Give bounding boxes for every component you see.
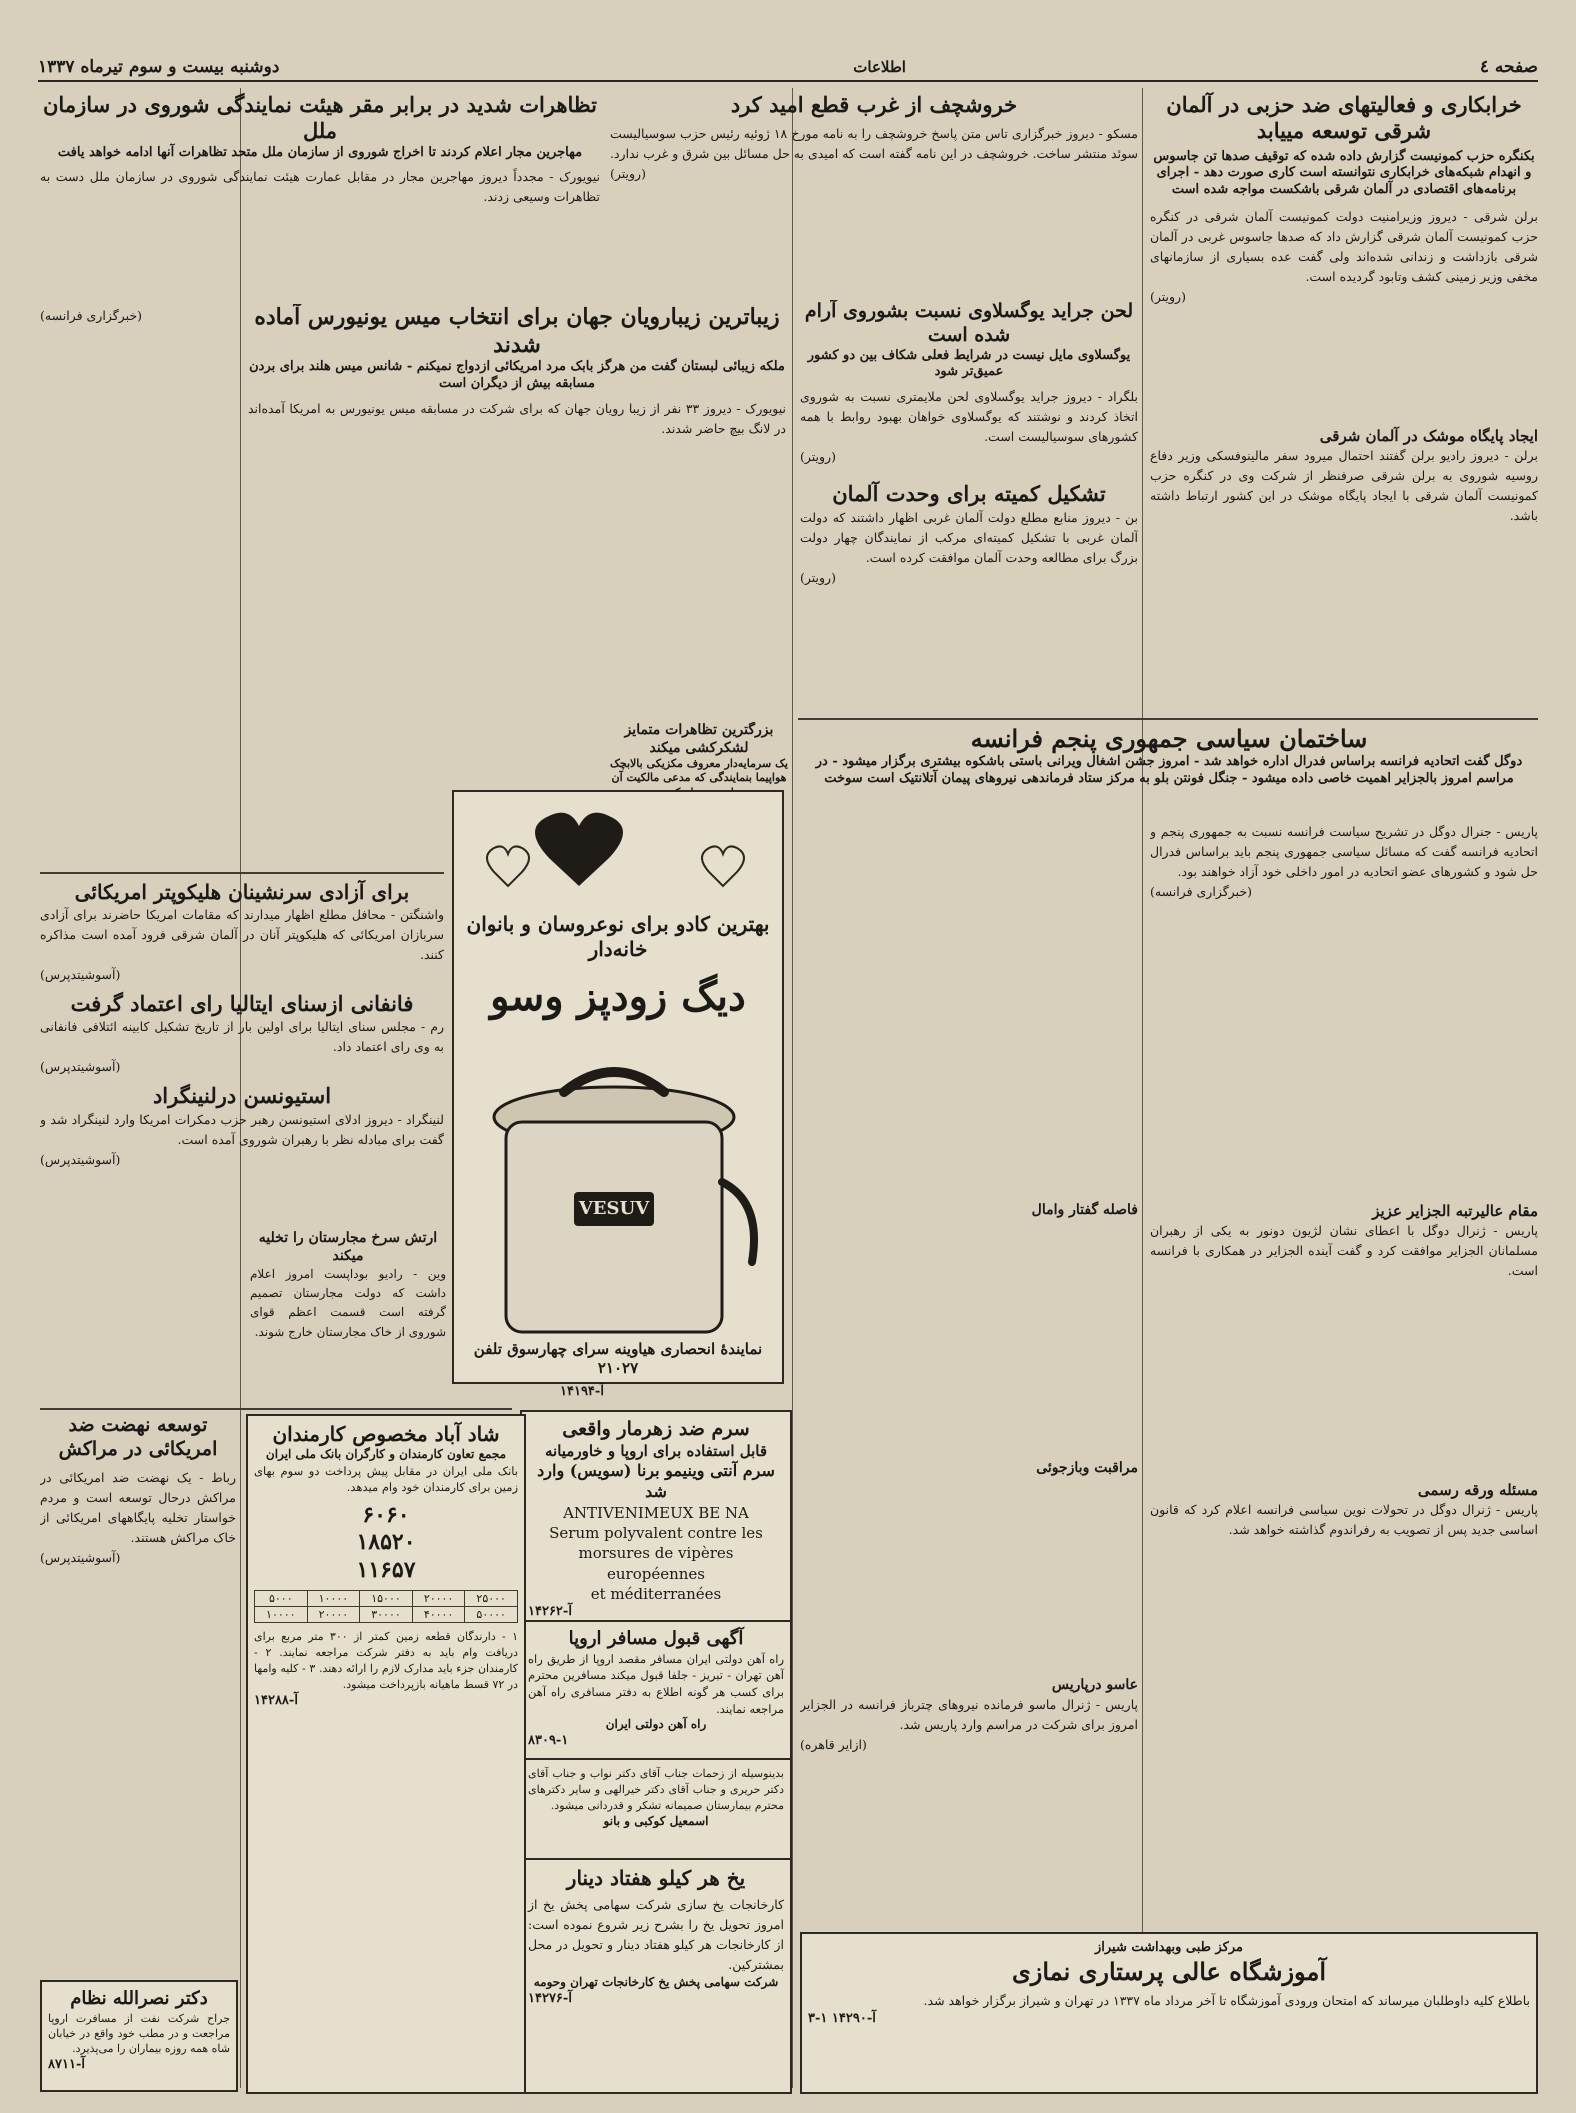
article-miss-universe	[248, 304, 786, 714]
column-left	[40, 306, 236, 866]
article-french-republic-body: پاریس - جنرال دوگل در تشریح سیاست فرانسه نسبت به جمهوری پنجم و اتحادیه فرانسه گفت که مسائل سیاسی جمهوری پنجم باید براساس فدرال حل شود و کشورهای عضو اتحادیه در امور داخلی خود آزاد خواهند بود.	[1150, 824, 1538, 879]
article-missile-base: برلن - دیروز رادیو برلن گفتند احتمال میرود سفر مالینوفسکی وزیر دفاع روسیه شوروی به برلن شرقی صرفنظر از شرکت وی در کنگره حزب کمونیست آلمان شرقی با ایجاد پایگاه موشک در این کشور ارتباط داشته باشد.	[1150, 447, 1538, 523]
table-cell: ۳۰۰۰۰	[360, 1607, 413, 1623]
column-rule	[1142, 88, 1143, 2088]
table-cell: ۲۰۰۰۰	[307, 1607, 360, 1623]
headline-fanfani: فانفانی ازسنای ایتالیا رای اعتماد گرفت	[70, 991, 414, 1016]
table-cell: ۱۵۰۰۰	[360, 1591, 413, 1607]
ad-nursing-school-text: باطلاع کلیه داوطلبان میرساند که امتحان ورودی آموزشگاه تا آخر مرداد ماه ۱۳۳۷ در تهران و شیراز برگزار خواهد شد.	[923, 1992, 1530, 2008]
headline-east-germany: خرابکاری و فعالیتهای ضد حزبی در آلمان شرقی توسعه مییابد	[1166, 92, 1522, 144]
column-left-stories	[40, 880, 444, 1500]
section-rule	[798, 718, 1538, 720]
ad-rail-text: راه آهن دولتی ایران مسافر مقصد اروپا از طریق راه آهن تهران - تبریز - جلفا قبول میکند مسافرین محترم برای کسب هر گونه اطلاع به دفتر مسافری راه آهن مراجعه نمایند.	[528, 1651, 784, 1716]
table-cell: ۲۰۰۰۰	[412, 1591, 465, 1607]
headline-surveillance: مراقبت وبازجوئی	[1036, 1459, 1138, 1476]
column-right-lower	[1150, 822, 1538, 2082]
article-massu-paris: پاریس - ژنرال ماسو فرمانده نیروهای چترباز فرانسه در الجزایر امروز برای شرکت در مراسم وارد پاریس شد.	[800, 1696, 1138, 1732]
article-source: (آسوشیتدپرس)	[40, 1059, 121, 1075]
subhead-yugoslavia: یوگسلاوی مایل نیست در شرایط فعلی شکاف بین دو کشور عمیق‌تر شود	[807, 347, 1131, 380]
ad-antivenom-line3: سرم آنتی وینیمو برنا (سویس) وارد شد	[537, 1461, 775, 1502]
ad-antivenom-title: سرم ضد زهرمار واقعی	[562, 1418, 750, 1440]
section-rule	[40, 1408, 512, 1410]
subhead-un-demonstrations: مهاجرین مجار اعلام کردند تا اخراج شوروی از سازمان ملل متحد تظاهرات آنها ادامه خواهد یافت	[57, 144, 583, 160]
issue-date: دوشنبه بیست و سوم تیرماه ۱۳۳۷	[38, 57, 280, 77]
ad-cooker-brand: VESUV	[578, 1198, 650, 1219]
ad-shadabad-table	[254, 1590, 518, 1623]
ad-rail-europe	[520, 1620, 792, 1766]
subhead-miss-universe: ملکه زیبائی لبستان گفت من هرگز بابک مرد امریکائی ازدواج نمیکنم - شانس میس هلند برای بردن مسابقه بیش از دیگران است	[249, 359, 785, 391]
ad-antivenom-line2: قابل استفاده برای اروپا و خاورمیانه	[544, 1441, 768, 1460]
article-french-republic	[800, 724, 1538, 814]
ad-antivenom-latin1: ANTIVENIMEUX BE NA	[563, 1503, 749, 1522]
article-official-paper: پاریس - ژنرال دوگل در تحولات نوین سیاسی فرانسه اعلام کرد که قانون اساسی جدید پس از تصویب به رفراندوم گذاشته خواهد شد.	[1150, 1501, 1538, 1537]
table-cell: ۴۰۰۰۰	[412, 1607, 465, 1623]
article-source: (آسوشیتدپرس)	[40, 1549, 121, 1565]
article-source: (ازایر قاهره)	[800, 1736, 867, 1752]
ad-shadabad-title: شاد آباد مخصوص کارمندان	[272, 1422, 500, 1446]
ad-code: آ-۱۴۲۷۶	[528, 1990, 572, 2006]
ad-rail-title: آگهی قبول مسافر اروپا	[568, 1628, 744, 1649]
cooker-side-handle	[722, 1182, 754, 1262]
ad-nursing-school-title: آموزشگاه عالی پرستاری نمازی	[1012, 1956, 1326, 1986]
article-yugoslavia: بلگراد - دیروز جراید یوگسلاوی لحن ملایمتری نسبت به شوروی اتخاذ کردند و نوشتند که یوگسلاوی خواهان بهبود روابط با همه کشورهای سوسیالیست است.	[800, 389, 1138, 445]
ad-shadabad	[246, 1414, 526, 2094]
headline-algeria-official: مقام عالیرتبه الجزایر عزیز	[1372, 1202, 1538, 1220]
table-row	[255, 1607, 518, 1623]
ad-rail-sign: راه آهن دولتی ایران	[605, 1717, 707, 1732]
article-miss-universe-body: نیویورک - دیروز ۳۳ نفر از زیبا رویان جهان که برای شرکت در مسابقه میس یونیورس به امریکا آمده‌اند در لانگ بیچ حاضر شدند.	[248, 400, 786, 436]
headline-massu-paris: عاسو درپاریس	[1051, 1677, 1138, 1693]
table-cell: ۱۰۰۰۰	[255, 1607, 308, 1623]
column-mid-right	[800, 300, 1138, 710]
ad-shadabad-figure: ۱۱۶۵۷	[356, 1556, 416, 1583]
article-source: (رویتر)	[800, 569, 836, 585]
table-row	[255, 1591, 518, 1607]
ad-antivenom-latin3: morsures de vipères européennes	[578, 1544, 734, 1583]
headline-yugoslavia: لحن جراید یوگسلاوی نسبت بشوروی آرام شده است	[804, 300, 1134, 346]
ad-antivenom-latin4: et méditerranées	[590, 1584, 722, 1603]
ad-cooker-slogan: بهترین کادو برای نوعروسان و بانوان خانه‌دار	[466, 912, 770, 961]
paper-name: اطلاعات	[853, 58, 906, 76]
ad-antivenom-latin2: Serum polyvalent contre les	[549, 1524, 763, 1543]
ad-doctor-title: دکتر نصرالله نظام	[70, 1988, 208, 2009]
heart-icon	[487, 846, 529, 886]
ad-shadabad-figure: ۱۸۵۲۰	[356, 1529, 416, 1556]
column-rule	[792, 88, 793, 2088]
ad-code: آ-۱۴۱۹۴	[560, 1384, 604, 1399]
table-cell: ۲۵۰۰۰	[465, 1591, 518, 1607]
ad-shadabad-notes: ۱ - دارندگان قطعه زمین کمتر از ۳۰۰ متر مربع برای دریافت وام باید به دفتر شرکت مراجعه نمایند. ۲ - کارمندان جزء باید مدارک لازم را ارائه دهند. ۳ - کلیه وامها در ۷۲ قسط ماهیانه بازپرداخت میشود.	[254, 1630, 519, 1692]
headline-official-paper: مسئله ورقه رسمی	[1417, 1480, 1538, 1499]
ad-thanks-text: بدینوسیله از زحمات جناب آقای دکتر نواب و جناب آقای دکتر حریری و جناب آقای دکتر خیرالهی و سایر دکترهای محترم بیمارستان صمیمانه تشکر و قدردانی میشود.	[528, 1767, 784, 1812]
article-source: (رویتر)	[610, 166, 646, 182]
subhead-mexico: یک سرمایه‌دار معروف مکزیکی بالابچک هواپیما بنمایندگی که مدعی مالکیت آن	[610, 757, 788, 785]
article-source: (آسوشیتدپرس)	[40, 967, 121, 982]
headline-stevenson: استیونسن درلنینگراد	[152, 1083, 332, 1109]
headline-helicopter: برای آزادی سرنشینان هلیکوپتر امریکائی	[74, 880, 410, 904]
headline-morocco: توسعه نهضت ضد امریکائی در مراکش	[58, 1414, 218, 1460]
table-cell: ۱۰۰۰۰	[307, 1591, 360, 1607]
pressure-cooker-illustration	[454, 792, 782, 1382]
cooker-body	[506, 1122, 722, 1332]
headline-french-republic: ساختمان سیاسی جمهوری پنجم فرانسه	[970, 724, 1368, 753]
section-rule	[40, 872, 444, 874]
ad-ice-text: کارخانجات یخ سازی شرکت سهامی پخش یخ از امروز تحویل یخ را بشرح زیر شروع نموده است: از کارخانجات هر کیلو هفتاد دینار و تحویل در محل بمشترکین.	[528, 1897, 784, 1972]
article-un-demonstrations	[40, 92, 600, 302]
table-cell: ۵۰۰۰۰	[465, 1607, 518, 1623]
ad-thanks-sign: اسمعیل کوکبی و بانو	[603, 1813, 709, 1828]
table-cell: ۵۰۰۰	[255, 1591, 308, 1607]
ad-ice	[520, 1858, 792, 2094]
ad-pressure-cooker	[452, 790, 784, 1384]
article-hungary-army-body: وین - رادیو بوداپست امروز اعلام داشت که دولت مجارستان تصمیم گرفته است قسمت اعظم قوای شوروی از خاک مجارستان خارج شوند.	[250, 1267, 446, 1339]
headline-german-unity: تشکیل کمیته برای وحدت آلمان	[832, 481, 1106, 507]
headline-gap: فاصله گفتار وامال	[1031, 1202, 1138, 1218]
ad-code: ۸۳۰۹-۱	[528, 1732, 569, 1748]
subhead-east-germany: بکنگره حزب کمونیست گزارش داده شده که توقیف صدها تن جاسوس و انهدام شبکه‌های خرابکاری نتوانسته است کاری صورت دهد - اجرای برنامه‌های اقتصادی در آلمان شرقی باشکست مواجه شده است	[1153, 148, 1535, 198]
headline-hungary-army: ارتش سرخ مجارستان را تخلیه میکند	[258, 1230, 438, 1264]
heart-icon	[535, 813, 623, 886]
column-mid-right-lower	[800, 822, 1138, 1922]
article-khrushchev-body: مسکو - دیروز خبرگزاری تاس متن پاسخ خروشچف را به نامه مورخ ۱۸ ژوئیه رئیس حزب سوسیالیست سوئد منتشر ساخت. خروشچف در این نامه گفته است که امیدی به حل مسائل بین شرق و غرب ندارد.	[610, 126, 1138, 162]
page-number: صفحه ٤	[1479, 57, 1538, 77]
headline-khrushchev: خروشچف از غرب قطع امید کرد	[730, 92, 1018, 117]
ad-doctor	[40, 1980, 238, 2092]
article-helicopter: واشنگتن - محافل مطلع اظهار میدارند که مقامات امریکا حاضرند برای آزادی سربازان امریکائی که هلیکوپتر آنان در آلمان شرقی فرود آمده است مذاکره کنند.	[40, 907, 444, 962]
ad-thanks	[520, 1758, 792, 1866]
article-un-demonstrations-body: نیویورک - مجدداً دیروز مهاجرین مجار در مقابل عمارت هیئت نمایندگی شوروی در سازمان ملل دست به تظاهرات وسیعی زدند.	[40, 169, 600, 205]
ad-doctor-text: جراح شرکت نفت از مسافرت اروپا مراجعت و در مطب خود واقع در خیابان شاه همه روزه بیماران را می‌پذیرد.	[48, 2011, 230, 2056]
article-source: (آسوشیتدپرس)	[40, 1151, 121, 1167]
article-east-germany: برلن شرقی - دیروز وزیرامنیت دولت کمونیست آلمان شرقی در کنگره حزب کمونیست آلمان شرقی گزارش داد که صدها جاسوس غربی در آلمان شرقی بازداشت و زندانی شده‌اند ولی گفت عده بسیاری از سازمانهای مخفی وزیر زمینی کشف وتابود گردیده است.	[1150, 209, 1538, 285]
ad-ice-title: یخ هر کیلو هفتاد دینار	[566, 1866, 746, 1890]
article-algeria-official: پاریس - ژنرال دوگل با اعطای نشان لژیون دونور به یکی از رهبران مسلمانان الجزایر موافقت کرد و گفت آینده الجزایر در همکاری با فرانسه است.	[1150, 1222, 1538, 1278]
headline-miss-universe: زیباترین زیبارویان جهان برای انتخاب میس یونیورس آماده شدند	[254, 304, 780, 358]
heart-icon	[702, 846, 744, 886]
article-fanfani: رم - مجلس سنای ایتالیا برای اولین بار از تاریخ تشکیل کابینه ائتلافی فانفانی به وی رای اعتماد داد.	[40, 1019, 444, 1055]
ad-code: آ-۱۴۲۶۲	[528, 1604, 572, 1620]
ad-code: آ-۸۷۱۱	[48, 2056, 85, 2072]
article-stevenson: لنینگراد - دیروز ادلای استیونسن رهبر حزب دمکرات امریکا وارد لنینگراد شد و گفت برای مبادله نظر با رهبران شوروی آمده است.	[40, 1111, 444, 1147]
ad-shadabad-figure: ۶۰۶۰	[362, 1501, 410, 1528]
ad-shadabad-pre: مجمع تعاون کارمندان و کارگران بانک ملی ایران	[265, 1447, 507, 1461]
article-khrushchev	[610, 92, 1138, 292]
subhead-french-republic: دوگل گفت اتحادیه فرانسه براساس فدرال اداره خواهد شد - امروز جشن اشغال ویرانی باستی باشکوه بیشتری برگزار میشود - در مراسم امروز بالجزایر اهمیت خاصی داده میشود - جنگل فونتن بلو به مرکز ستاد فرماندهی نیروهای پیمان آتلانتیک است سوخت	[815, 754, 1523, 786]
masthead	[38, 54, 1538, 82]
ad-shadabad-text: بانک ملی ایران در مقابل پیش پرداخت دو سوم بهای زمین برای کارمندان خود وام میدهد.	[254, 1463, 518, 1495]
article-source: (خبرگزاری فرانسه)	[40, 308, 142, 323]
headline-un-demonstrations: تظاهرات شدید در برابر مقر هیئت نمایندگی شوروی در سازمان ملل	[43, 92, 597, 144]
article-source: (رویتر)	[800, 449, 836, 465]
ad-code: ۳-۱ آ-۱۴۲۹۰	[808, 2010, 876, 2026]
headline-mexico: بزرگترین تظاهرات متمایز لشکرکشی میکند	[624, 722, 774, 756]
ad-nursing-school	[800, 1932, 1538, 2094]
article-morocco	[40, 1414, 236, 1974]
ad-nursing-school-pre: مرکز طبی وبهداشت شیراز	[1094, 1940, 1244, 1955]
ad-cooker-product: دیگ زودپز وسو	[490, 973, 746, 1020]
headline-missile-base: ایجاد پایگاه موشک در آلمان شرقی	[1319, 427, 1538, 446]
ad-antivenom	[520, 1410, 792, 1626]
article-german-unity: بن - دیروز منابع مطلع دولت آلمان غربی اظهار داشتند که دولت آلمان غربی با تشکیل کمیته‌ای مرکب از نمایندگان چهار دولت بزرگ برای مطالعه وحدت آلمان موافقت کرده است.	[800, 509, 1138, 565]
article-source: (خبرگزاری فرانسه)	[1150, 884, 1252, 899]
article-morocco-body: رباط - یک نهضت ضد امریکائی در مراکش درحال توسعه است و مردم خواستار تخلیه پایگاههای امریکائی از خاک مراکش هستند.	[40, 1469, 236, 1545]
article-source: (رویتر)	[1150, 289, 1186, 305]
ad-cooker-representative: نمایندهٔ انحصاری هیاوینه سرای چهارسوق تلفن ۲۱۰۲۷	[473, 1340, 763, 1377]
ad-code: آ-۱۴۲۸۸	[254, 1693, 298, 1709]
ad-ice-sign: شرکت سهامی پخش یخ کارخانجات تهران وحومه	[533, 1975, 779, 1989]
